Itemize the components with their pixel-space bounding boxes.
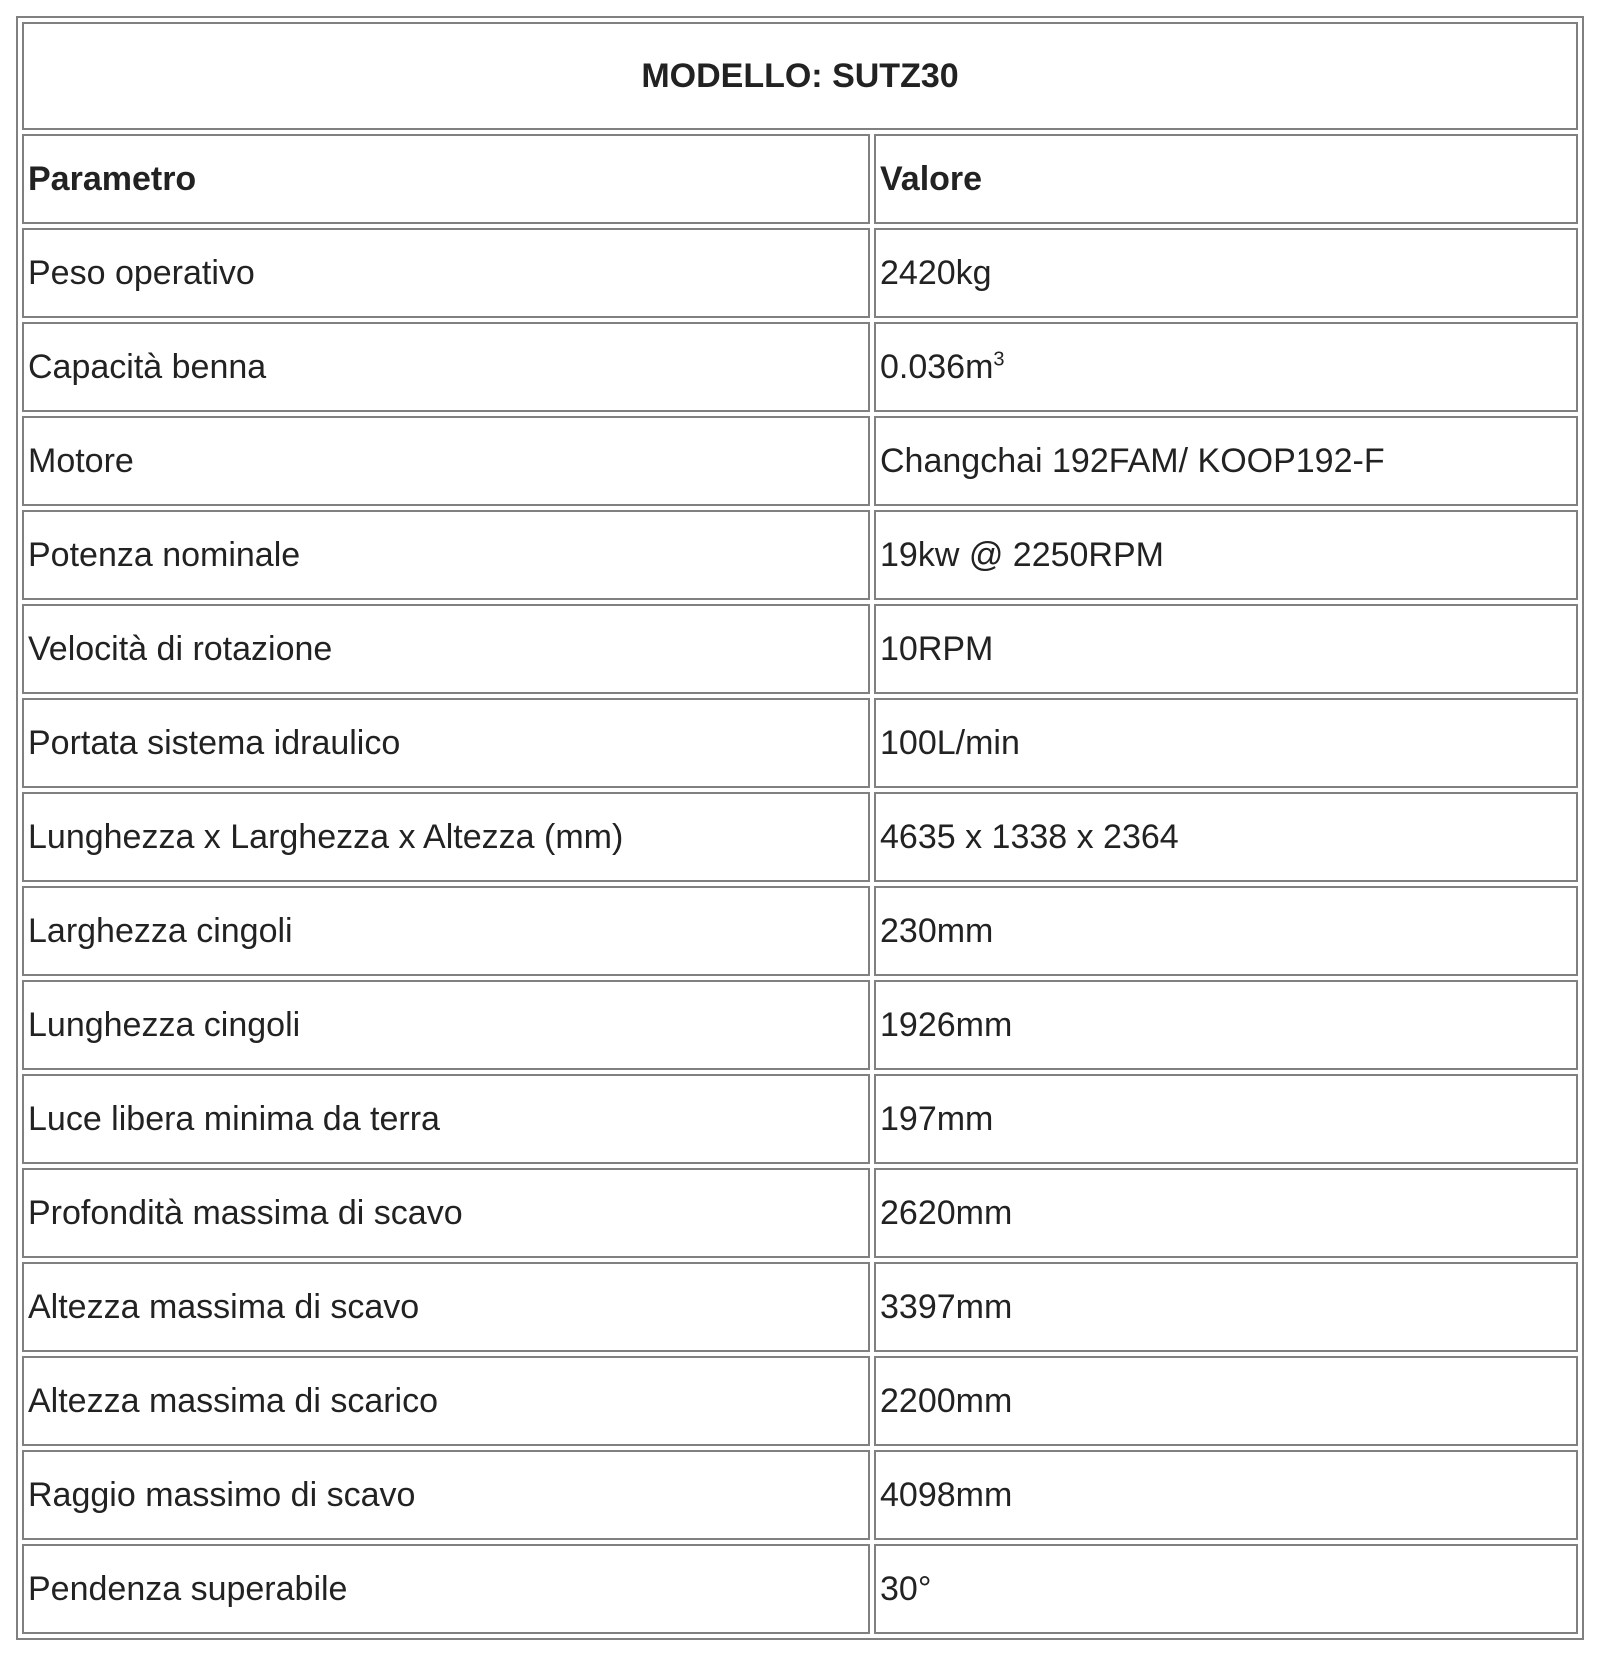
value-cell: 230mm bbox=[874, 886, 1578, 976]
value-cell: 2420kg bbox=[874, 228, 1578, 318]
table-row bbox=[22, 792, 1578, 882]
value-cell: 4635 x 1338 x 2364 bbox=[874, 792, 1578, 882]
param-cell: Potenza nominale bbox=[22, 510, 870, 600]
table-row bbox=[22, 886, 1578, 976]
header-row bbox=[22, 134, 1578, 224]
value-cell: 3397mm bbox=[874, 1262, 1578, 1352]
param-cell: Velocità di rotazione bbox=[22, 604, 870, 694]
value-cell: Changchai 192FAM/ KOOP192-F bbox=[874, 416, 1578, 506]
column-header-value: Valore bbox=[874, 134, 1578, 224]
value-cell: 2200mm bbox=[874, 1356, 1578, 1446]
param-cell: Larghezza cingoli bbox=[22, 886, 870, 976]
param-cell: Pendenza superabile bbox=[22, 1544, 870, 1634]
value-cell: 10RPM bbox=[874, 604, 1578, 694]
table-row bbox=[22, 1074, 1578, 1164]
value-cell: 19kw @ 2250RPM bbox=[874, 510, 1578, 600]
table-row bbox=[22, 1168, 1578, 1258]
value-cell: 4098mm bbox=[874, 1450, 1578, 1540]
param-cell: Motore bbox=[22, 416, 870, 506]
param-cell: Capacità benna bbox=[22, 322, 870, 412]
table-row bbox=[22, 698, 1578, 788]
param-cell: Altezza massima di scarico bbox=[22, 1356, 870, 1446]
param-cell: Raggio massimo di scavo bbox=[22, 1450, 870, 1540]
value-cell: 197mm bbox=[874, 1074, 1578, 1164]
value-cell: 30° bbox=[874, 1544, 1578, 1634]
value-cell: 2620mm bbox=[874, 1168, 1578, 1258]
table-row bbox=[22, 1262, 1578, 1352]
table-row bbox=[22, 510, 1578, 600]
param-cell: Peso operativo bbox=[22, 228, 870, 318]
param-cell: Lunghezza cingoli bbox=[22, 980, 870, 1070]
param-cell: Portata sistema idraulico bbox=[22, 698, 870, 788]
table-row bbox=[22, 416, 1578, 506]
spec-table bbox=[16, 16, 1584, 1640]
param-cell: Profondità massima di scavo bbox=[22, 1168, 870, 1258]
param-cell: Lunghezza x Larghezza x Altezza (mm) bbox=[22, 792, 870, 882]
column-header-param: Parametro bbox=[22, 134, 870, 224]
table-title: MODELLO: SUTZ30 bbox=[22, 22, 1578, 130]
table-row bbox=[22, 1450, 1578, 1540]
value-cell: 100L/min bbox=[874, 698, 1578, 788]
param-cell: Luce libera minima da terra bbox=[22, 1074, 870, 1164]
title-row bbox=[22, 22, 1578, 130]
superscript: 3 bbox=[993, 348, 1005, 371]
value-cell bbox=[874, 322, 1578, 412]
table-row bbox=[22, 1544, 1578, 1634]
table-row bbox=[22, 1356, 1578, 1446]
param-cell: Altezza massima di scavo bbox=[22, 1262, 870, 1352]
table-row bbox=[22, 604, 1578, 694]
table-row bbox=[22, 322, 1578, 412]
table-row bbox=[22, 980, 1578, 1070]
table-row bbox=[22, 228, 1578, 318]
value-cell: 1926mm bbox=[874, 980, 1578, 1070]
value-text: 0.036m bbox=[880, 347, 994, 386]
